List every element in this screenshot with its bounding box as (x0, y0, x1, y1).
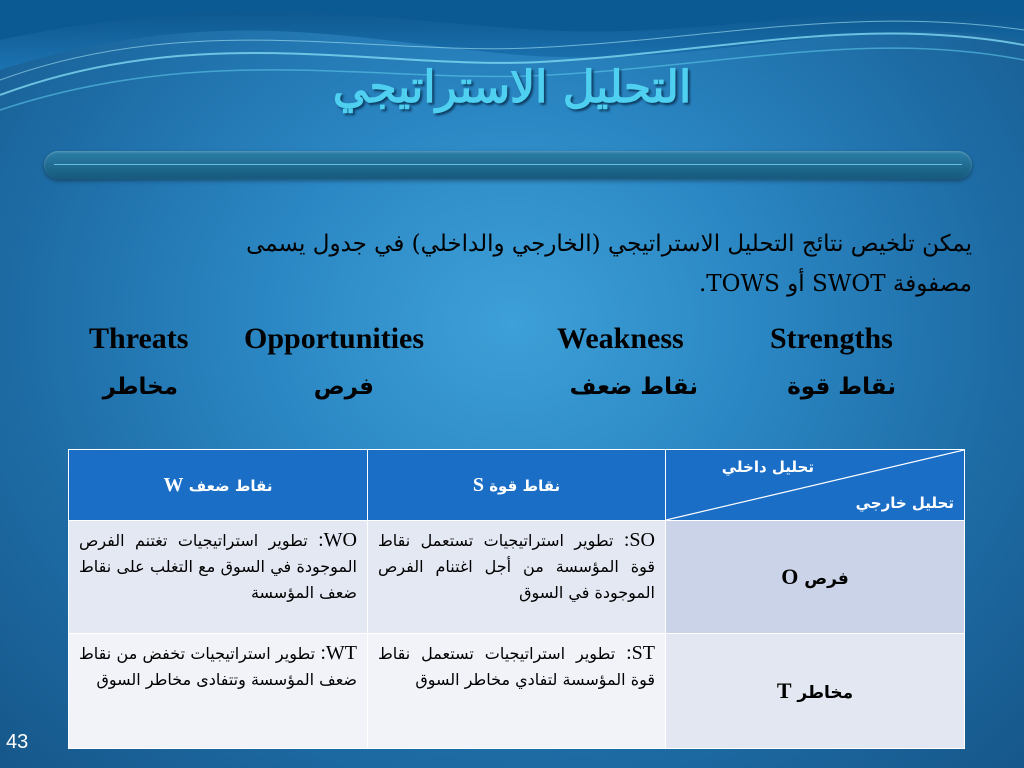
header-strengths (368, 450, 666, 521)
label-strengths-en: Strengths (770, 322, 893, 355)
header-weakness-code: W (163, 473, 184, 496)
header-strengths-code: S (472, 473, 484, 496)
st-code: ST: (626, 642, 655, 664)
corner-internal-label: تحليل داخلي (721, 458, 814, 476)
table-header-row (69, 450, 965, 521)
corner-external-label: تحليل خارجي (855, 494, 954, 512)
page-number: 43 (6, 731, 29, 753)
intro-line-1: يمكن تلخيص نتائج التحليل الاستراتيجي (الخارجي والداخلي) في جدول يسمى (246, 231, 972, 257)
st-text: تطوير استراتيجيات تستعمل نقاط قوة المؤسسة لتفادي مخاطر السوق (378, 644, 655, 689)
label-threats-ar: مخاطر (102, 374, 178, 400)
row-threats-code: T (776, 678, 792, 703)
so-code: SO: (623, 529, 655, 551)
table-row-opportunities (69, 521, 965, 634)
header-weakness (69, 450, 368, 521)
wt-text: تطوير استراتيجيات تخفض من نقاط ضعف المؤسسة وتتفادى مخاطر السوق (79, 644, 357, 689)
cell-st-strategy (368, 634, 666, 749)
label-opportunities-ar: فرص (313, 374, 374, 400)
swot-matrix-table (68, 449, 965, 749)
label-threats-en: Threats (89, 322, 189, 355)
row-opportunities-code: O (781, 564, 799, 589)
row-header-threats (666, 634, 965, 749)
wt-code: WT: (320, 642, 357, 664)
label-strengths-ar: نقاط قوة (787, 374, 896, 400)
label-weakness-en: Weakness (557, 322, 684, 355)
slide-title: التحليل الاستراتيجي (332, 62, 692, 113)
header-weakness-label: نقاط ضعف (188, 476, 273, 495)
wo-text: تطوير استراتيجيات تغتنم الفرص الموجودة في السوق مع التغلب على نقاط ضعف المؤسسة (79, 531, 357, 602)
intro-line-2: مصفوفة SWOT أو TOWS. (698, 271, 972, 297)
header-strengths-label: نقاط قوة (489, 476, 561, 495)
title-divider-bar (44, 151, 972, 179)
wo-code: WO: (318, 529, 357, 551)
so-text: تطوير استراتيجيات تستعمل نقاط قوة المؤسسة من أجل اغتنام الفرص الموجودة في السوق (378, 531, 655, 602)
row-threats-label: مخاطر (797, 683, 854, 703)
row-opportunities-label: فرص (804, 569, 849, 589)
row-header-opportunities (666, 521, 965, 634)
label-weakness-ar: نقاط ضعف (569, 374, 698, 400)
table-row-threats (69, 634, 965, 749)
intro-paragraph (40, 224, 972, 304)
label-opportunities-en: Opportunities (244, 322, 425, 355)
cell-wo-strategy (69, 521, 368, 634)
cell-wt-strategy (69, 634, 368, 749)
cell-so-strategy (368, 521, 666, 634)
corner-cell (666, 450, 965, 521)
